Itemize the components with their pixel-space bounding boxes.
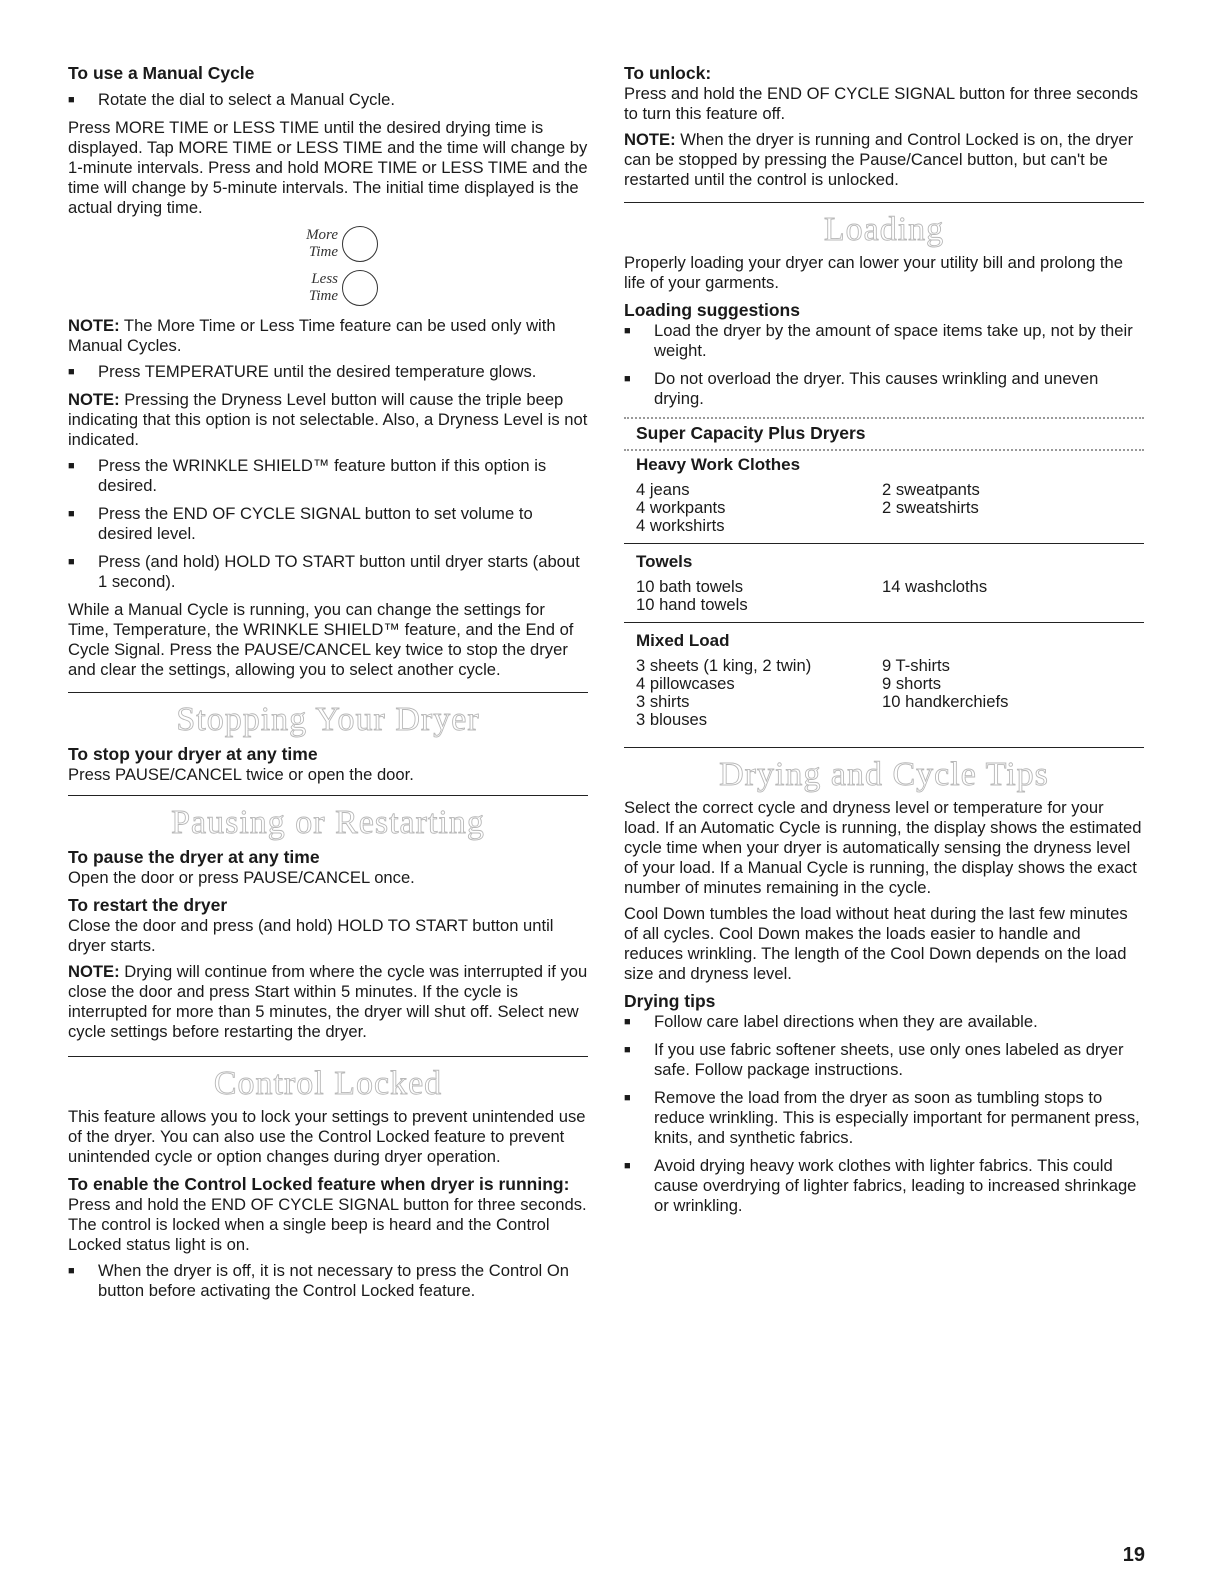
section-title-loading: Loading <box>823 211 945 248</box>
stop-heading: To stop your dryer at any time <box>68 744 318 764</box>
divider <box>624 622 1144 623</box>
unlock-heading: To unlock: <box>624 63 712 83</box>
towels-items <box>624 578 1144 614</box>
bullet-softener: ■ If you use fabric softener sheets, use only ones labeled as dryer safe. Follow package instructions. <box>624 1040 1144 1080</box>
enable-bullets <box>68 1261 588 1301</box>
pause-text: Open the door or press PAUSE/CANCEL once. <box>68 868 415 887</box>
heavy-work-heading: Heavy Work Clothes <box>636 455 801 474</box>
note-restart: NOTE: Drying will continue from where the cycle was interrupted if you close the door and press Start within 5 minutes. If the cycle is interrupted for more than 5 minutes, the dryer will shut off. Select new cycle settings before restarting the dryer. <box>68 962 588 1041</box>
enable-heading: To enable the Control Locked feature when dryer is running: <box>68 1174 570 1194</box>
section-title-stopping: Stopping Your Dryer <box>176 701 480 738</box>
less-time-button-row <box>68 270 588 306</box>
unlock-text: Press and hold the END OF CYCLE SIGNAL button for three seconds to turn this feature off. <box>624 84 1139 123</box>
list-item: 4 workshirts <box>636 516 725 535</box>
right-column <box>624 62 1144 1224</box>
drying-tips-heading: Drying tips <box>624 991 716 1011</box>
section-title-pausing: Pausing or Restarting <box>171 804 485 841</box>
note-dryness: NOTE: Pressing the Dryness Level button will cause the triple beep indicating that this option is not selectable. Also, a Dryness Level is not indicated. <box>68 390 588 449</box>
list-item: 9 shorts <box>882 674 942 693</box>
restart-heading: To restart the dryer <box>68 895 228 915</box>
mixed-load-heading: Mixed Load <box>636 631 730 650</box>
option-bullets <box>68 456 588 592</box>
temperature-bullets <box>68 362 588 382</box>
list-item: 4 workpants <box>636 498 726 517</box>
list-item: 4 pillowcases <box>636 674 735 693</box>
bullet-remove-load: ■ Remove the load from the dryer as soon as tumbling stops to reduce wrinkling. This is especially important for permanent press, knits, and synthetic fabrics. <box>624 1088 1144 1148</box>
list-item: 2 sweatpants <box>882 480 980 499</box>
bullet-heavy-clothes: ■ Avoid drying heavy work clothes with lighter fabrics. This could cause overdrying of lighter fabrics, leading to increased shrinkage or wrinkling. <box>624 1156 1144 1216</box>
list-item: 3 sheets (1 king, 2 twin) <box>636 656 812 675</box>
list-item: 3 blouses <box>636 710 708 729</box>
left-column <box>68 62 588 1309</box>
list-item: 10 bath towels <box>636 577 744 596</box>
manual-bullets <box>68 90 588 110</box>
loading-bullets <box>624 321 1144 409</box>
manual-cycle-heading: To use a Manual Cycle <box>68 63 255 83</box>
page-number: 19 <box>1122 1544 1145 1566</box>
heavy-work-items <box>624 481 1144 535</box>
more-time-button-icon <box>342 226 378 262</box>
less-time-label-1: Less <box>311 271 338 287</box>
note-more-less: NOTE: The More Time or Less Time feature can be used only with Manual Cycles. <box>68 316 556 355</box>
note-unlock: NOTE: When the dryer is running and Control Locked is on, the dryer can be stopped by pressing the Pause/Cancel button, but can't be restarted until the control is unlocked. <box>624 130 1134 189</box>
list-item: 9 T-shirts <box>882 656 950 675</box>
list-item: 10 hand towels <box>636 595 748 614</box>
time-buttons-illustration <box>68 226 588 306</box>
divider <box>624 202 1144 203</box>
pause-heading: To pause the dryer at any time <box>68 847 320 867</box>
manual-cycle-paragraph: Press MORE TIME or LESS TIME until the desired drying time is displayed. Tap MORE TIME or LESS TIME and the time will change by 1-minute intervals. Press and hold MORE TIME or LESS TIME and the time will change by 5-minute intervals. The initial time displayed is the actual drying time. <box>68 118 588 217</box>
control-locked-paragraph: This feature allows you to lock your settings to prevent unintended use of the dryer. You can also use the Control Locked feature to prevent unintended cycle or option changes during dryer operation. <box>68 1107 586 1166</box>
more-time-label-1: More <box>306 227 338 243</box>
divider <box>68 1056 588 1057</box>
list-item: 2 sweatshirts <box>882 498 979 517</box>
list-item: 10 handkerchiefs <box>882 692 1009 711</box>
table-title: Super Capacity Plus Dryers <box>636 423 866 443</box>
manual-bullet-dial: ■ Rotate the dial to select a Manual Cycle. <box>68 90 588 110</box>
bullet-care-label: ■ Follow care label directions when they are available. <box>624 1012 1144 1032</box>
divider <box>624 543 1144 544</box>
manual-cycle-paragraph-2: While a Manual Cycle is running, you can change the settings for Time, Temperature, the WRINKLE SHIELD™ feature, and the End of Cycle Signal. Press the PAUSE/CANCEL key twice to stop the dryer and clear the settings, allowing you to select another cycle. <box>68 600 574 679</box>
bullet-hold-to-start: ■ Press (and hold) HOLD TO START button until dryer starts (about 1 second). <box>68 552 588 592</box>
loading-suggestions-heading: Loading suggestions <box>624 300 800 320</box>
dotted-divider <box>624 449 1144 451</box>
divider <box>68 692 588 693</box>
more-time-button-row <box>68 226 588 262</box>
list-item: 14 washcloths <box>882 577 988 596</box>
less-time-button-icon <box>342 270 378 306</box>
bullet-no-overload: ■ Do not overload the dryer. This causes wrinkling and uneven drying. <box>624 369 1144 409</box>
bullet-temperature: ■ Press TEMPERATURE until the desired temperature glows. <box>68 362 588 382</box>
section-title-control-locked: Control Locked <box>213 1065 443 1102</box>
bullet-end-signal: ■ Press the END OF CYCLE SIGNAL button to set volume to desired level. <box>68 504 588 544</box>
divider <box>68 795 588 796</box>
list-item: 3 shirts <box>636 692 690 711</box>
dotted-divider <box>624 417 1144 419</box>
tips-paragraph-1: Select the correct cycle and dryness level or temperature for your load. If an Automatic Cycle is running, the display shows the estimated cycle time when your dryer is automatically sensing the dryness level of your load. If a Manual Cycle is running, the display shows the exact number of minutes remaining in the cycle. <box>624 798 1142 897</box>
bullet-control-on: ■ When the dryer is off, it is not necessary to press the Control On button before activating the Control Locked feature. <box>68 1261 588 1301</box>
mixed-load-items <box>624 657 1144 729</box>
enable-text: Press and hold the END OF CYCLE SIGNAL button for three seconds. The control is locked when a single beep is heard and the Control Locked status light is on. <box>68 1195 587 1254</box>
more-time-label-2: Time <box>308 244 338 260</box>
restart-text: Close the door and press (and hold) HOLD TO START button until dryer starts. <box>68 916 554 955</box>
load-table <box>624 417 1144 729</box>
bullet-wrinkle-shield: ■ Press the WRINKLE SHIELD™ feature button if this option is desired. <box>68 456 588 496</box>
stop-text: Press PAUSE/CANCEL twice or open the door. <box>68 765 414 784</box>
tips-paragraph-2: Cool Down tumbles the load without heat during the last few minutes of all cycles. Cool Down makes the loads easier to handle and reduces wrinkling. The length of the Cool Down depends on the load size and dryness level. <box>624 904 1128 983</box>
bullet-load-space: ■ Load the dryer by the amount of space items take up, not by their weight. <box>624 321 1144 361</box>
section-title-drying-tips: Drying and Cycle Tips <box>719 756 1049 793</box>
list-item: 4 jeans <box>636 480 690 499</box>
loading-paragraph: Properly loading your dryer can lower your utility bill and prolong the life of your garments. <box>624 253 1123 292</box>
drying-tips-bullets <box>624 1012 1144 1216</box>
towels-heading: Towels <box>636 552 693 571</box>
divider <box>624 747 1144 748</box>
less-time-label-2: Time <box>308 288 338 304</box>
